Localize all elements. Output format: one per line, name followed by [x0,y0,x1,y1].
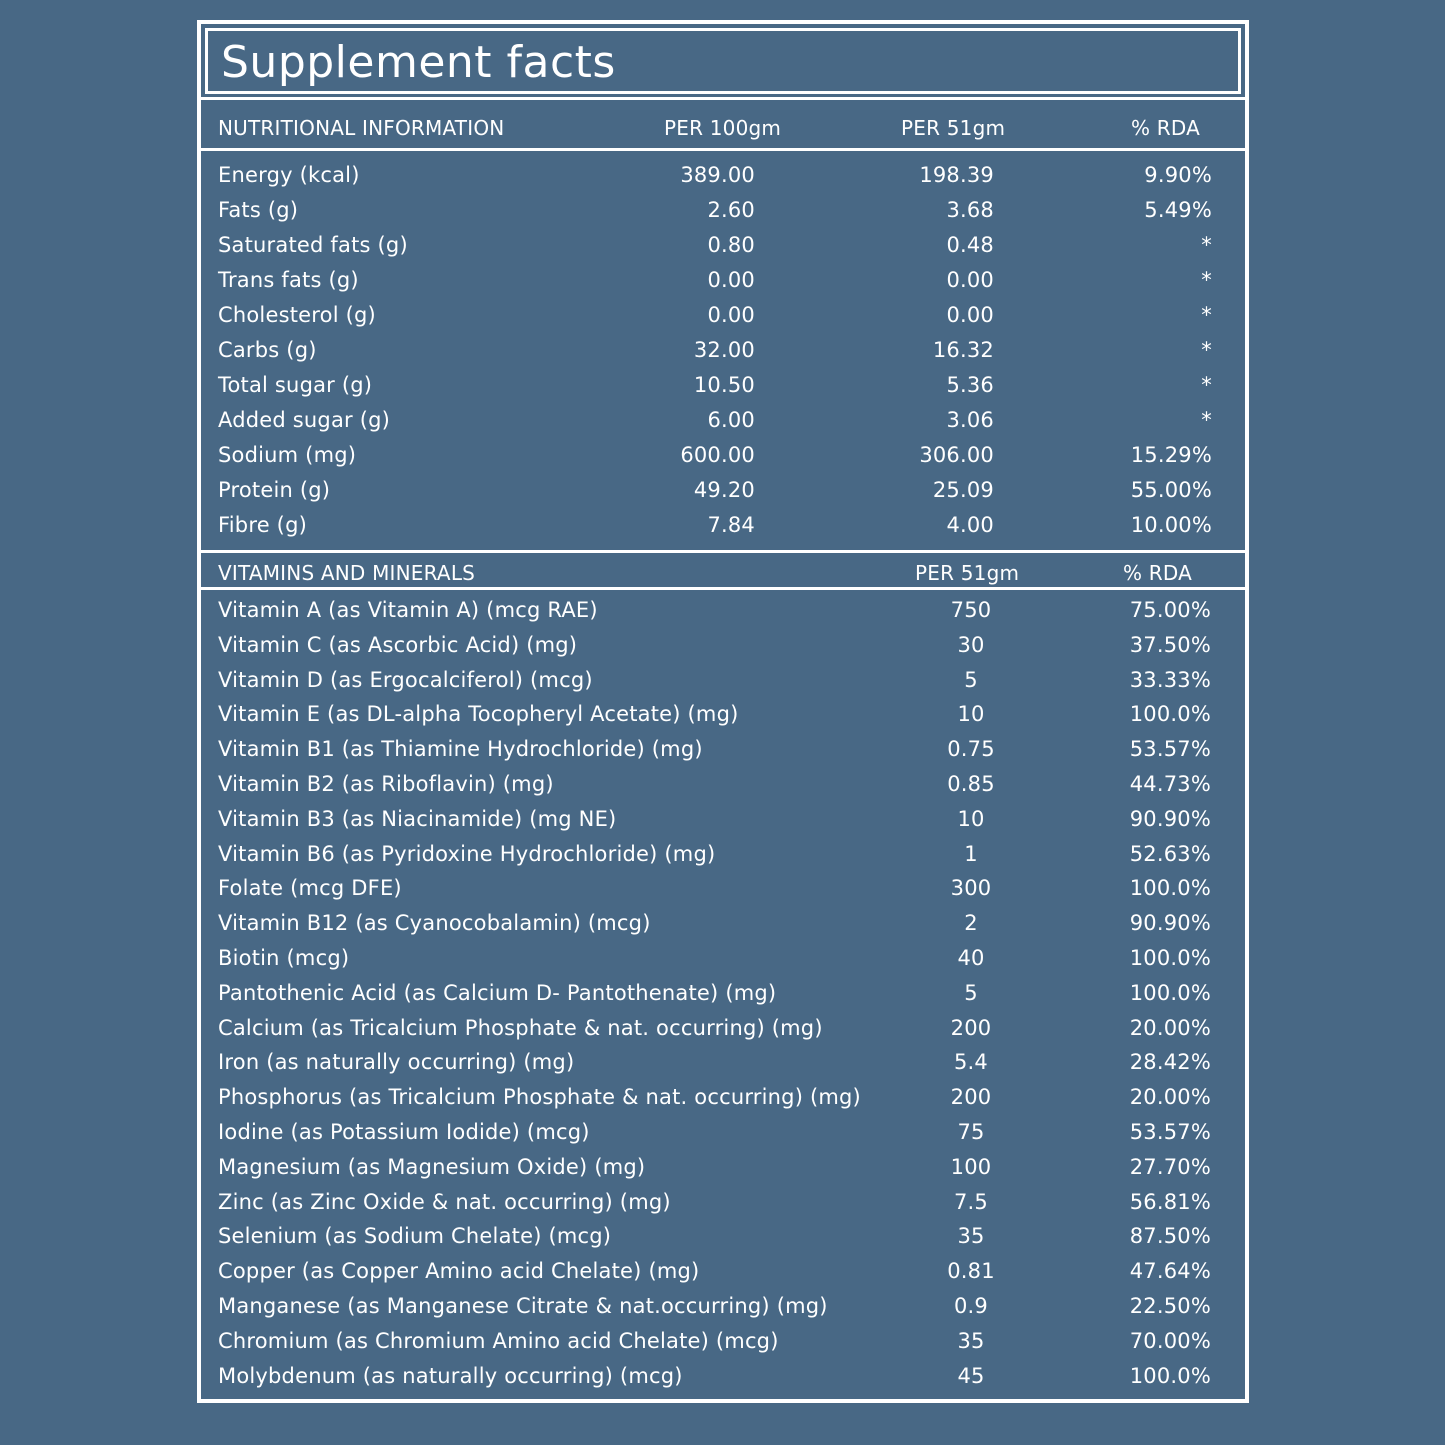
value-per-51gm: 25.09 [932,478,994,502]
nutrient-name: Total sugar (g) [218,373,373,397]
value-rda: 37.50% [1129,632,1211,657]
nutrient-name: Vitamin B1 (as Thiamine Hydrochloride) (mg) [218,737,703,762]
value-per-51gm: 5.36 [946,373,994,397]
value-per-100gm: 389.00 [680,163,755,187]
table-row [201,1185,1245,1220]
header-per-51gm: PER 51gm [901,116,1006,140]
table-row [201,837,1245,872]
value-per-100gm: 600.00 [680,443,755,467]
table-row [201,767,1245,802]
table-row [201,1324,1245,1359]
value-per-100gm: 49.20 [693,478,755,502]
value-per-51gm: 10 [957,702,985,727]
value-rda: 20.00% [1129,1085,1211,1110]
value-rda: 53.57% [1129,737,1211,762]
table-row [201,976,1245,1011]
value-per-51gm: 0.00 [946,303,994,327]
table-row [201,508,1245,543]
table-row [201,628,1245,663]
value-per-100gm: 0.00 [707,268,755,292]
value-rda: 20.00% [1129,1015,1211,1040]
value-per-51gm: 35 [957,1328,985,1353]
nutrient-name: Zinc (as Zinc Oxide & nat. occurring) (mg) [218,1189,671,1214]
nutrition-header [201,108,1245,148]
value-per-51gm: 16.32 [932,338,994,362]
value-per-51gm: 750 [950,598,992,622]
table-row [201,1254,1245,1289]
nutrient-name: Vitamin B2 (as Riboflavin) (mg) [218,772,554,796]
value-rda: * [1201,268,1212,292]
table-row [201,697,1245,732]
divider [201,587,1245,590]
value-rda: * [1201,408,1212,432]
value-rda: 100.0% [1129,980,1211,1005]
value-rda: 100.0% [1129,1363,1211,1388]
value-per-51gm: 2 [964,911,978,936]
nutrient-name: Fats (g) [218,198,299,222]
page-title: Supplement facts [221,37,616,88]
nutrient-name: Protein (g) [218,478,331,502]
value-per-100gm: 32.00 [693,338,755,362]
value-per-51gm: 7.5 [954,1189,988,1214]
value-per-51gm: 0.75 [947,737,995,762]
nutrient-name: Phosphorus (as Tricalcium Phosphate & nat. occurring) (mg) [218,1085,861,1110]
table-row [201,732,1245,767]
value-rda: * [1201,303,1212,327]
nutrient-name: Vitamin B12 (as Cyanocobalamin) (mcg) [218,911,651,936]
nutrient-name: Molybdenum (as naturally occurring) (mcg) [218,1363,683,1388]
value-per-51gm: 75 [957,1120,985,1144]
nutrient-name: Biotin (mcg) [218,946,350,970]
nutrient-name: Chromium (as Chromium Amino acid Chelate) (mcg) [218,1328,779,1353]
nutrient-name: Copper (as Copper Amino acid Chelate) (mg) [218,1259,700,1284]
value-per-100gm: 0.80 [707,233,755,257]
value-per-51gm: 0.85 [947,772,995,796]
table-row [201,1011,1245,1046]
nutrient-name: Vitamin C (as Ascorbic Acid) (mg) [218,632,578,657]
value-rda: 87.50% [1129,1224,1211,1249]
value-per-51gm: 100 [950,1154,992,1179]
header-nutritional-information: NUTRITIONAL INFORMATION [218,116,505,140]
value-rda: 47.64% [1129,1259,1211,1284]
nutrient-name: Vitamin A (as Vitamin A) (mcg RAE) [218,598,598,622]
value-per-51gm: 3.68 [946,198,994,222]
table-row [201,1359,1245,1394]
table-row [201,1219,1245,1254]
value-per-100gm: 7.84 [707,513,755,537]
value-per-51gm: 10 [957,806,985,831]
nutrient-name: Selenium (as Sodium Chelate) (mcg) [218,1224,612,1249]
value-per-51gm: 3.06 [946,408,994,432]
value-rda: 70.00% [1129,1328,1211,1353]
header-vitamins-and-minerals: VITAMINS AND MINERALS [218,561,476,585]
supplement-facts-panel [197,20,1249,1403]
nutrient-name: Vitamin D (as Ergocalciferol) (mcg) [218,667,593,692]
table-row [201,438,1245,473]
nutrient-name: Cholesterol (g) [218,303,376,327]
value-rda: 56.81% [1129,1189,1211,1214]
table-row [201,263,1245,298]
value-rda: * [1201,373,1212,397]
value-rda: 9.90% [1144,163,1212,187]
nutrient-name: Fibre (g) [218,513,307,537]
nutrient-name: Carbs (g) [218,338,317,362]
value-per-51gm: 40 [957,946,985,970]
nutrient-name: Vitamin B6 (as Pyridoxine Hydrochloride) (mg) [218,841,716,866]
value-per-100gm: 6.00 [707,408,755,432]
nutrient-name: Sodium (mg) [218,443,357,467]
value-rda: 44.73% [1129,772,1211,796]
value-rda: 33.33% [1129,667,1211,692]
value-rda: 90.90% [1129,911,1211,936]
value-per-51gm: 0.00 [946,268,994,292]
nutrient-name: Magnesium (as Magnesium Oxide) (mg) [218,1154,646,1179]
divider [201,97,1245,100]
table-row [201,158,1245,193]
nutrient-name: Folate (mcg DFE) [218,876,402,901]
table-row [201,941,1245,976]
nutrient-name: Energy (kcal) [218,163,360,187]
header-rda: % RDA [1123,561,1192,585]
nutrient-name: Trans fats (g) [218,268,359,292]
table-row [201,802,1245,837]
value-per-51gm: 4.00 [946,513,994,537]
title-box [205,28,1241,94]
value-rda: * [1201,338,1212,362]
table-row [201,663,1245,698]
header-per-51gm: PER 51gm [915,561,1020,585]
table-row [201,1115,1245,1150]
value-per-51gm: 1 [964,841,978,866]
table-row [201,228,1245,263]
nutrient-name: Saturated fats (g) [218,233,408,257]
value-rda: 75.00% [1129,598,1211,622]
header-per-100gm: PER 100gm [664,116,782,140]
value-per-51gm: 300 [950,876,992,901]
value-per-51gm: 198.39 [919,163,994,187]
table-row [201,1289,1245,1324]
value-per-51gm: 200 [950,1085,992,1110]
value-rda: 100.0% [1129,876,1211,901]
value-rda: 5.49% [1144,198,1212,222]
value-per-51gm: 0.48 [946,233,994,257]
value-per-51gm: 200 [950,1015,992,1040]
table-row [201,193,1245,228]
value-rda: 27.70% [1129,1154,1211,1179]
value-per-100gm: 0.00 [707,303,755,327]
value-per-51gm: 45 [957,1363,985,1388]
table-row [201,298,1245,333]
table-row [201,1150,1245,1185]
nutrient-name: Calcium (as Tricalcium Phosphate & nat. occurring) (mg) [218,1015,823,1040]
value-rda: 100.0% [1129,946,1211,970]
value-per-51gm: 30 [957,632,985,657]
value-per-100gm: 10.50 [693,373,755,397]
value-per-51gm: 0.9 [954,1294,988,1318]
nutrient-name: Vitamin B3 (as Niacinamide) (mg NE) [218,806,617,831]
value-rda: 22.50% [1129,1294,1211,1318]
value-rda: 55.00% [1130,478,1212,502]
value-rda: 28.42% [1129,1050,1211,1075]
value-per-51gm: 35 [957,1224,985,1249]
value-per-51gm: 0.81 [947,1259,995,1284]
nutrient-name: Added sugar (g) [218,408,391,432]
nutrient-name: Iron (as naturally occurring) (mg) [218,1050,575,1075]
table-row [201,1045,1245,1080]
divider [201,148,1245,151]
table-row [201,333,1245,368]
table-row [201,403,1245,438]
value-per-51gm: 5 [964,667,978,692]
nutrient-name: Manganese (as Manganese Citrate & nat.occurring) (mg) [218,1294,828,1318]
value-rda: 100.0% [1129,702,1211,727]
value-rda: * [1201,233,1212,257]
table-row [201,906,1245,941]
value-per-100gm: 2.60 [707,198,755,222]
value-per-51gm: 306.00 [919,443,994,467]
value-rda: 53.57% [1129,1120,1211,1144]
value-rda: 10.00% [1130,513,1212,537]
value-per-51gm: 5.4 [954,1050,988,1075]
table-row [201,368,1245,403]
nutrient-name: Vitamin E (as DL-alpha Tocopheryl Acetate) (mg) [218,702,739,727]
header-rda: % RDA [1131,116,1200,140]
table-row [201,1080,1245,1115]
table-row [201,871,1245,906]
nutrient-name: Iodine (as Potassium Iodide) (mcg) [218,1120,590,1144]
table-row [201,593,1245,628]
value-rda: 52.63% [1129,841,1211,866]
value-per-51gm: 5 [964,980,978,1005]
table-row [201,473,1245,508]
nutrient-name: Pantothenic Acid (as Calcium D- Pantothenate) (mg) [218,980,777,1005]
value-rda: 15.29% [1130,443,1212,467]
value-rda: 90.90% [1129,806,1211,831]
